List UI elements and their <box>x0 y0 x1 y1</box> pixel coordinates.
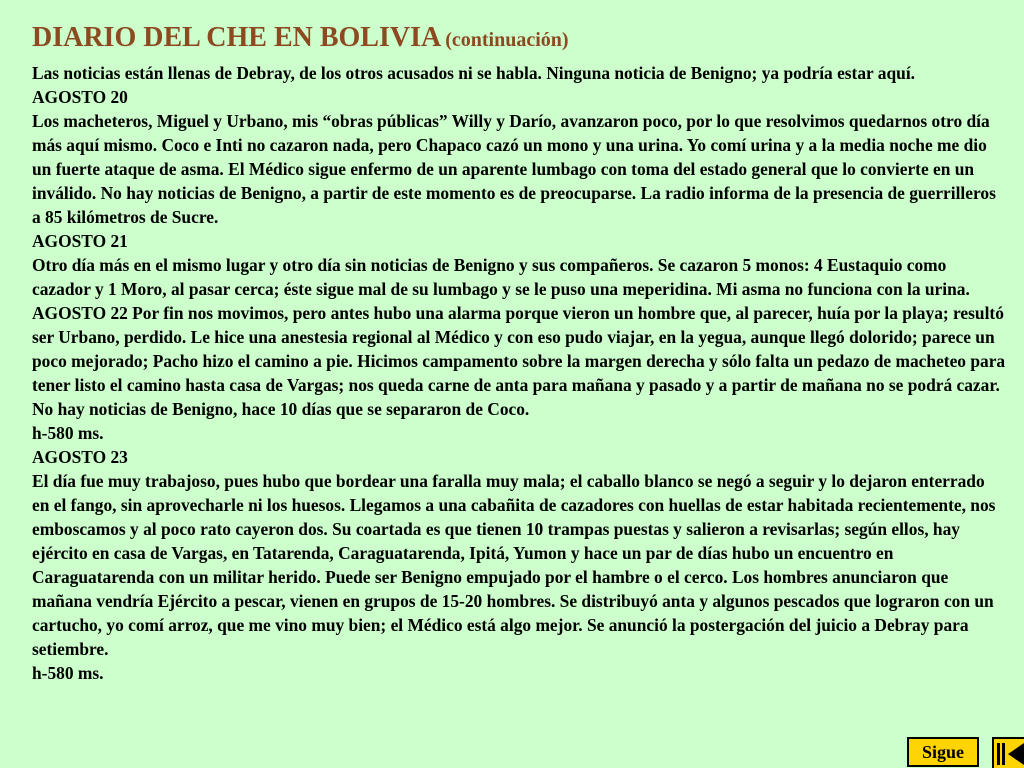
page-title <box>32 22 569 54</box>
last-page-icon <box>994 739 1024 768</box>
last-page-button[interactable] <box>992 737 1024 768</box>
title-main: DIARIO DEL CHE EN BOLIVIA <box>32 22 442 53</box>
diary-text <box>32 61 1006 685</box>
paragraph-agosto-20: Los macheteros, Miguel y Urbano, mis “obras públicas” Willy y Darío, avanzaron poco, por lo que resolvimos quedarnos otro día más aquí mismo. Coco e Inti no cazaron nada, pero Chapaco cazó un mono y una urina. Yo comí urina y a la media noche me dio un fuerte ataque de asma. El Médico sigue enfermo de un aparente lumbago con toma del estado general que lo convierte en un inválido. No hay noticias de Benigno, a partir de este momento es de preocuparse. La radio informa de la presencia de guerrilleros a 85 kilómetros de Sucre. <box>32 111 996 227</box>
paragraph-agosto-23: El día fue muy trabajoso, pues hubo que bordear una faralla muy mala; el caballo blanco se negó a seguir y lo dejaron enterrado en el fango, sin aprovecharle ni los huesos. Llegamos a una cabañita de cazadores con huellas de estar habitada recientemente, nos emboscamos y al poco rato cayeron dos. Su coartada es que tienen 10 trampas puestas y salieron a revisarlas; según ellos, hay ejército en casa de Vargas, en Tatarenda, Caraguatarenda, Ipitá, Yumon y hace un par de días hubo un encuentro en Caraguatarenda con un militar herido. Puede ser Benigno empujado por el hambre o el cerco. Los hombres anunciaron que mañana vendría Ejército a pescar, vienen en grupos de 15-20 hombres. Se distribuyó anta y algunos pescados que lograron con un cartucho, yo comí arroz, que me vino muy bien; el Médico está algo mejor. Se anunció la postergación del juicio a Debray para setiembre. <box>32 471 996 659</box>
date-heading-agosto-23: AGOSTO 23 <box>32 447 128 467</box>
paragraph-intro: Las noticias están llenas de Debray, de los otros acusados ni se habla. Ninguna noticia de Benigno; ya podría estar aquí. <box>32 63 916 83</box>
next-button[interactable]: Sigue <box>907 737 979 767</box>
date-heading-agosto-21: AGOSTO 21 <box>32 231 128 251</box>
altitude-note: h-580 ms. <box>32 423 104 443</box>
paragraph-agosto-21-22: Otro día más en el mismo lugar y otro día sin noticias de Benigno y sus compañeros. Se cazaron 5 monos: 4 Eustaquio como cazador y 1 Moro, al pasar cerca; éste sigue mal de su lumbago y se le puso una meperidina. Mi asma no funciona con la urina. AGOSTO 22 Por fin nos movimos, pero antes hubo una alarma porque vieron un hombre que, al parecer, huía por la playa; resultó ser Urbano, perdido. Le hice una anestesia regional al Médico y con eso pudo viajar, en la yegua, aunque llegó dolorido; parece un poco mejorado; Pacho hizo el camino a pie. Hicimos campamento sobre la margen derecha y sólo falta un pedazo de macheteo para tener listo el camino hasta casa de Vargas; nos queda carne de anta para mañana y pasado y a partir de mañana no se podrá cazar. No hay noticias de Benigno, hace 10 días que se separaron de Coco. <box>32 255 1006 419</box>
date-heading-agosto-20: AGOSTO 20 <box>32 87 128 107</box>
altitude-note: h-580 ms. <box>32 663 104 683</box>
title-subtitle: (continuación) <box>445 29 569 51</box>
